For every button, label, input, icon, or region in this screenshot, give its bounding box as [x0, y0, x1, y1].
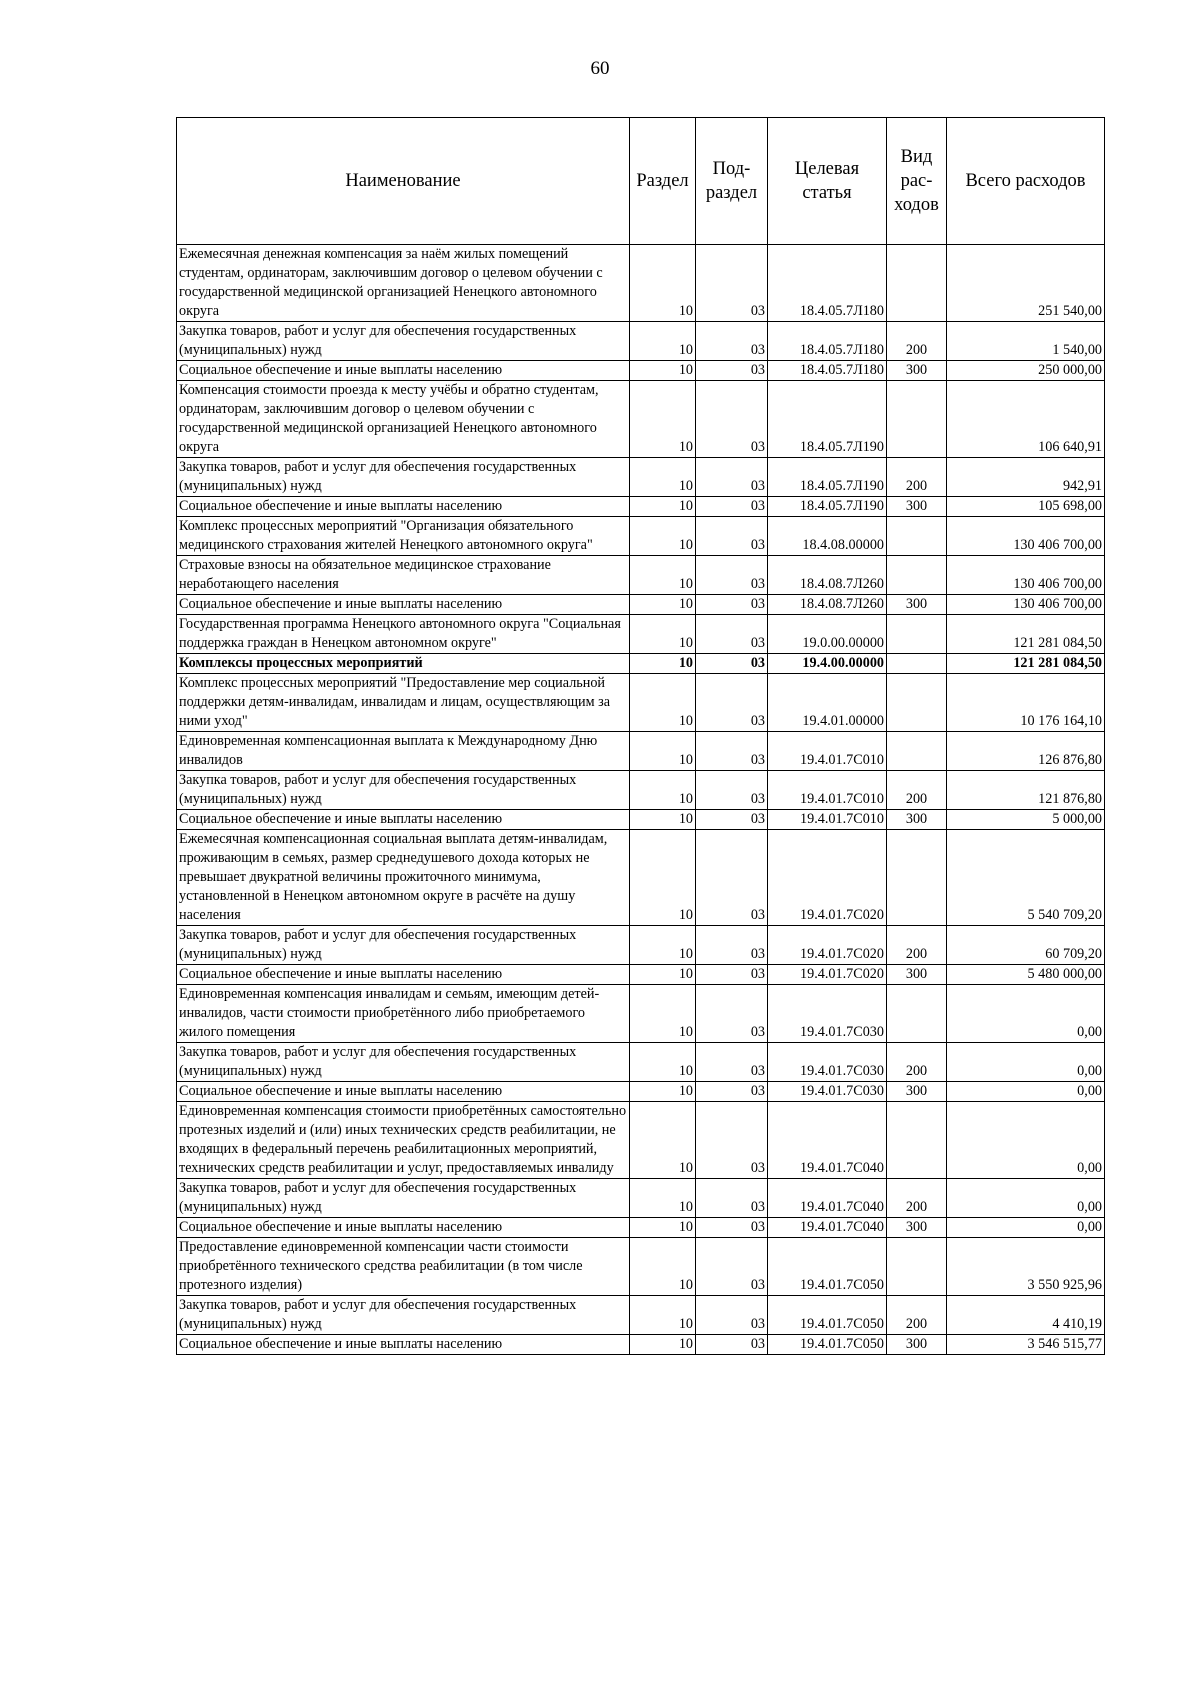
- cell-expense-type: 300: [887, 965, 947, 985]
- cell-section: 10: [630, 556, 696, 595]
- table-row: [177, 1296, 1105, 1335]
- cell-section: 10: [630, 1218, 696, 1238]
- cell-name: Социальное обеспечение и иные выплаты населению: [177, 810, 630, 830]
- table-row: [177, 497, 1105, 517]
- table-row: [177, 1218, 1105, 1238]
- cell-section: 10: [630, 517, 696, 556]
- cell-subsection: 03: [696, 322, 768, 361]
- table-row: [177, 245, 1105, 322]
- cell-name: Государственная программа Ненецкого автономного округа "Социальная поддержка граждан в Ненецком автономном округе": [177, 615, 630, 654]
- cell-section: 10: [630, 1043, 696, 1082]
- cell-name: Закупка товаров, работ и услуг для обеспечения государственных (муниципальных) нужд: [177, 458, 630, 497]
- cell-target-article: 19.4.00.00000: [768, 654, 887, 674]
- cell-name: Социальное обеспечение и иные выплаты населению: [177, 497, 630, 517]
- cell-target-article: 19.4.01.7С010: [768, 771, 887, 810]
- cell-total: 0,00: [947, 1082, 1105, 1102]
- table-body: [177, 245, 1105, 1355]
- cell-name: Закупка товаров, работ и услуг для обеспечения государственных (муниципальных) нужд: [177, 322, 630, 361]
- table-row: [177, 926, 1105, 965]
- table-row: [177, 732, 1105, 771]
- cell-name: Закупка товаров, работ и услуг для обеспечения государственных (муниципальных) нужд: [177, 1043, 630, 1082]
- table-row: [177, 1102, 1105, 1179]
- cell-total: 60 709,20: [947, 926, 1105, 965]
- cell-target-article: 18.4.08.7Л260: [768, 595, 887, 615]
- table-row: [177, 1335, 1105, 1355]
- cell-section: 10: [630, 771, 696, 810]
- cell-subsection: 03: [696, 810, 768, 830]
- table-row: [177, 458, 1105, 497]
- cell-section: 10: [630, 245, 696, 322]
- cell-subsection: 03: [696, 1218, 768, 1238]
- cell-expense-type: [887, 654, 947, 674]
- cell-subsection: 03: [696, 1082, 768, 1102]
- cell-target-article: 18.4.05.7Л180: [768, 322, 887, 361]
- cell-expense-type: [887, 985, 947, 1043]
- header-expense-type: Вид рас- ходов: [887, 118, 947, 245]
- cell-expense-type: 300: [887, 810, 947, 830]
- cell-target-article: 18.4.05.7Л180: [768, 245, 887, 322]
- cell-section: 10: [630, 732, 696, 771]
- header-total-expenses: Всего расходов: [947, 118, 1105, 245]
- cell-total: 0,00: [947, 1043, 1105, 1082]
- cell-expense-type: 300: [887, 497, 947, 517]
- cell-target-article: 18.4.05.7Л180: [768, 361, 887, 381]
- cell-target-article: 18.4.05.7Л190: [768, 458, 887, 497]
- cell-subsection: 03: [696, 517, 768, 556]
- cell-subsection: 03: [696, 1238, 768, 1296]
- cell-expense-type: [887, 830, 947, 926]
- page-number: 60: [590, 58, 610, 79]
- table-row: [177, 595, 1105, 615]
- cell-total: 106 640,91: [947, 381, 1105, 458]
- header-target-article: Целевая статья: [768, 118, 887, 245]
- cell-subsection: 03: [696, 830, 768, 926]
- cell-total: 5 540 709,20: [947, 830, 1105, 926]
- cell-expense-type: [887, 517, 947, 556]
- cell-name: Компенсация стоимости проезда к месту учёбы и обратно студентам, ординаторам, заключившим договор о целевом обучении с государственной медицинской организацией Ненецкого автономного округа: [177, 381, 630, 458]
- cell-section: 10: [630, 615, 696, 654]
- table-row: [177, 1082, 1105, 1102]
- cell-name: Закупка товаров, работ и услуг для обеспечения государственных (муниципальных) нужд: [177, 926, 630, 965]
- cell-expense-type: 300: [887, 595, 947, 615]
- cell-name: Закупка товаров, работ и услуг для обеспечения государственных (муниципальных) нужд: [177, 1179, 630, 1218]
- cell-total: 130 406 700,00: [947, 517, 1105, 556]
- cell-total: 121 281 084,50: [947, 654, 1105, 674]
- cell-section: 10: [630, 497, 696, 517]
- cell-total: 250 000,00: [947, 361, 1105, 381]
- cell-section: 10: [630, 965, 696, 985]
- cell-total: 126 876,80: [947, 732, 1105, 771]
- table-row: [177, 322, 1105, 361]
- header-name: Наименование: [177, 118, 630, 245]
- table-row: [177, 965, 1105, 985]
- cell-total: 4 410,19: [947, 1296, 1105, 1335]
- cell-total: 121 281 084,50: [947, 615, 1105, 654]
- table-row: [177, 1238, 1105, 1296]
- table-row: [177, 381, 1105, 458]
- cell-expense-type: 200: [887, 926, 947, 965]
- cell-expense-type: [887, 556, 947, 595]
- cell-target-article: 19.4.01.7С040: [768, 1179, 887, 1218]
- table-row: [177, 771, 1105, 810]
- cell-section: 10: [630, 322, 696, 361]
- cell-total: 3 546 515,77: [947, 1335, 1105, 1355]
- cell-expense-type: 300: [887, 1082, 947, 1102]
- cell-name: Ежемесячная компенсационная социальная выплата детям-инвалидам, проживающим в семьях, размер среднедушевого дохода которых не превышает двукратной величины прожиточного минимума, установленной в Ненецком автономном округе в расчёте на душу населения: [177, 830, 630, 926]
- cell-expense-type: [887, 615, 947, 654]
- cell-subsection: 03: [696, 1335, 768, 1355]
- table-row: [177, 810, 1105, 830]
- cell-name: Комплекс процессных мероприятий "Предоставление мер социальной поддержки детям-инвалидам, инвалидам и лицам, осуществляющим за ними уход": [177, 674, 630, 732]
- cell-section: 10: [630, 830, 696, 926]
- cell-name: Единовременная компенсация инвалидам и семьям, имеющим детей-инвалидов, части стоимости приобретённого либо приобретаемого жилого помещения: [177, 985, 630, 1043]
- cell-total: 121 876,80: [947, 771, 1105, 810]
- table-row: [177, 1043, 1105, 1082]
- table-row: [177, 615, 1105, 654]
- table-row: [177, 556, 1105, 595]
- cell-target-article: 19.4.01.7С050: [768, 1238, 887, 1296]
- cell-expense-type: [887, 1238, 947, 1296]
- cell-total: 0,00: [947, 1218, 1105, 1238]
- cell-target-article: 19.4.01.00000: [768, 674, 887, 732]
- cell-subsection: 03: [696, 361, 768, 381]
- cell-target-article: 18.4.05.7Л190: [768, 497, 887, 517]
- header-section: Раздел: [630, 118, 696, 245]
- cell-name: Комплекс процессных мероприятий "Организация обязательного медицинского страхования жителей Ненецкого автономного округа": [177, 517, 630, 556]
- cell-section: 10: [630, 1335, 696, 1355]
- cell-total: 0,00: [947, 985, 1105, 1043]
- cell-expense-type: [887, 245, 947, 322]
- cell-section: 10: [630, 654, 696, 674]
- cell-target-article: 19.4.01.7С010: [768, 810, 887, 830]
- cell-subsection: 03: [696, 615, 768, 654]
- cell-name: Ежемесячная денежная компенсация за наём жилых помещений студентам, ординаторам, заключившим договор о целевом обучении с государственной медицинской организацией Ненецкого автономного округа: [177, 245, 630, 322]
- cell-target-article: 19.4.01.7С030: [768, 1082, 887, 1102]
- table-row: [177, 985, 1105, 1043]
- cell-target-article: 19.4.01.7С020: [768, 926, 887, 965]
- expenditure-table: [176, 117, 1105, 1355]
- cell-total: 0,00: [947, 1102, 1105, 1179]
- cell-expense-type: 200: [887, 1179, 947, 1218]
- cell-target-article: 19.4.01.7С040: [768, 1102, 887, 1179]
- cell-target-article: 19.4.01.7С010: [768, 732, 887, 771]
- cell-section: 10: [630, 381, 696, 458]
- cell-target-article: 19.0.00.00000: [768, 615, 887, 654]
- cell-section: 10: [630, 985, 696, 1043]
- cell-name: Страховые взносы на обязательное медицинское страхование неработающего населения: [177, 556, 630, 595]
- cell-section: 10: [630, 1179, 696, 1218]
- cell-target-article: 18.4.08.00000: [768, 517, 887, 556]
- cell-expense-type: 200: [887, 458, 947, 497]
- cell-expense-type: [887, 1102, 947, 1179]
- cell-expense-type: 200: [887, 1043, 947, 1082]
- cell-subsection: 03: [696, 965, 768, 985]
- cell-subsection: 03: [696, 1102, 768, 1179]
- cell-name: Закупка товаров, работ и услуг для обеспечения государственных (муниципальных) нужд: [177, 1296, 630, 1335]
- cell-target-article: 18.4.05.7Л190: [768, 381, 887, 458]
- cell-name: Социальное обеспечение и иные выплаты населению: [177, 1218, 630, 1238]
- cell-expense-type: 200: [887, 322, 947, 361]
- cell-section: 10: [630, 595, 696, 615]
- cell-total: 130 406 700,00: [947, 556, 1105, 595]
- cell-name: Комплексы процессных мероприятий: [177, 654, 630, 674]
- cell-expense-type: [887, 381, 947, 458]
- cell-expense-type: 300: [887, 1335, 947, 1355]
- cell-total: 1 540,00: [947, 322, 1105, 361]
- cell-total: 3 550 925,96: [947, 1238, 1105, 1296]
- cell-total: 942,91: [947, 458, 1105, 497]
- cell-name: Социальное обеспечение и иные выплаты населению: [177, 1082, 630, 1102]
- cell-subsection: 03: [696, 732, 768, 771]
- cell-target-article: 19.4.01.7С030: [768, 1043, 887, 1082]
- cell-subsection: 03: [696, 458, 768, 497]
- cell-subsection: 03: [696, 556, 768, 595]
- table-row: [177, 361, 1105, 381]
- cell-target-article: 19.4.01.7С050: [768, 1335, 887, 1355]
- cell-expense-type: [887, 732, 947, 771]
- cell-expense-type: 300: [887, 1218, 947, 1238]
- cell-section: 10: [630, 674, 696, 732]
- cell-name: Единовременная компенсационная выплата к Международному Дню инвалидов: [177, 732, 630, 771]
- cell-section: 10: [630, 361, 696, 381]
- cell-name: Социальное обеспечение и иные выплаты населению: [177, 1335, 630, 1355]
- cell-expense-type: 200: [887, 1296, 947, 1335]
- table-row: [177, 654, 1105, 674]
- table-row: [177, 830, 1105, 926]
- cell-expense-type: 300: [887, 361, 947, 381]
- cell-subsection: 03: [696, 381, 768, 458]
- cell-expense-type: [887, 674, 947, 732]
- cell-total: 0,00: [947, 1179, 1105, 1218]
- cell-total: 130 406 700,00: [947, 595, 1105, 615]
- cell-target-article: 19.4.01.7С050: [768, 1296, 887, 1335]
- cell-subsection: 03: [696, 595, 768, 615]
- cell-section: 10: [630, 926, 696, 965]
- cell-name: Социальное обеспечение и иные выплаты населению: [177, 965, 630, 985]
- cell-subsection: 03: [696, 245, 768, 322]
- table-row: [177, 1179, 1105, 1218]
- header-subsection: Под- раздел: [696, 118, 768, 245]
- table-row: [177, 517, 1105, 556]
- cell-section: 10: [630, 458, 696, 497]
- cell-subsection: 03: [696, 985, 768, 1043]
- cell-name: Социальное обеспечение и иные выплаты населению: [177, 361, 630, 381]
- cell-subsection: 03: [696, 1179, 768, 1218]
- cell-section: 10: [630, 1296, 696, 1335]
- cell-subsection: 03: [696, 654, 768, 674]
- table-row: [177, 674, 1105, 732]
- cell-name: Единовременная компенсация стоимости приобретённых самостоятельно протезных изделий и (или) иных технических средств реабилитации, не входящих в федеральный перечень реабилитационных мероприятий, технических средств реабилитации и услуг, предоставляемых инвалиду: [177, 1102, 630, 1179]
- cell-name: Социальное обеспечение и иные выплаты населению: [177, 595, 630, 615]
- cell-subsection: 03: [696, 926, 768, 965]
- cell-total: 5 000,00: [947, 810, 1105, 830]
- cell-target-article: 18.4.08.7Л260: [768, 556, 887, 595]
- cell-total: 5 480 000,00: [947, 965, 1105, 985]
- cell-target-article: 19.4.01.7С030: [768, 985, 887, 1043]
- table-header-row: [177, 118, 1105, 245]
- cell-total: 10 176 164,10: [947, 674, 1105, 732]
- cell-subsection: 03: [696, 1296, 768, 1335]
- cell-expense-type: 200: [887, 771, 947, 810]
- cell-section: 10: [630, 1102, 696, 1179]
- cell-name: Закупка товаров, работ и услуг для обеспечения государственных (муниципальных) нужд: [177, 771, 630, 810]
- cell-total: 251 540,00: [947, 245, 1105, 322]
- cell-section: 10: [630, 1238, 696, 1296]
- cell-target-article: 19.4.01.7С020: [768, 830, 887, 926]
- cell-name: Предоставление единовременной компенсации части стоимости приобретённого технического средства реабилитации (в том числе протезного изделия): [177, 1238, 630, 1296]
- cell-subsection: 03: [696, 674, 768, 732]
- cell-section: 10: [630, 1082, 696, 1102]
- cell-target-article: 19.4.01.7С020: [768, 965, 887, 985]
- cell-target-article: 19.4.01.7С040: [768, 1218, 887, 1238]
- cell-subsection: 03: [696, 771, 768, 810]
- cell-subsection: 03: [696, 497, 768, 517]
- cell-total: 105 698,00: [947, 497, 1105, 517]
- cell-subsection: 03: [696, 1043, 768, 1082]
- cell-section: 10: [630, 810, 696, 830]
